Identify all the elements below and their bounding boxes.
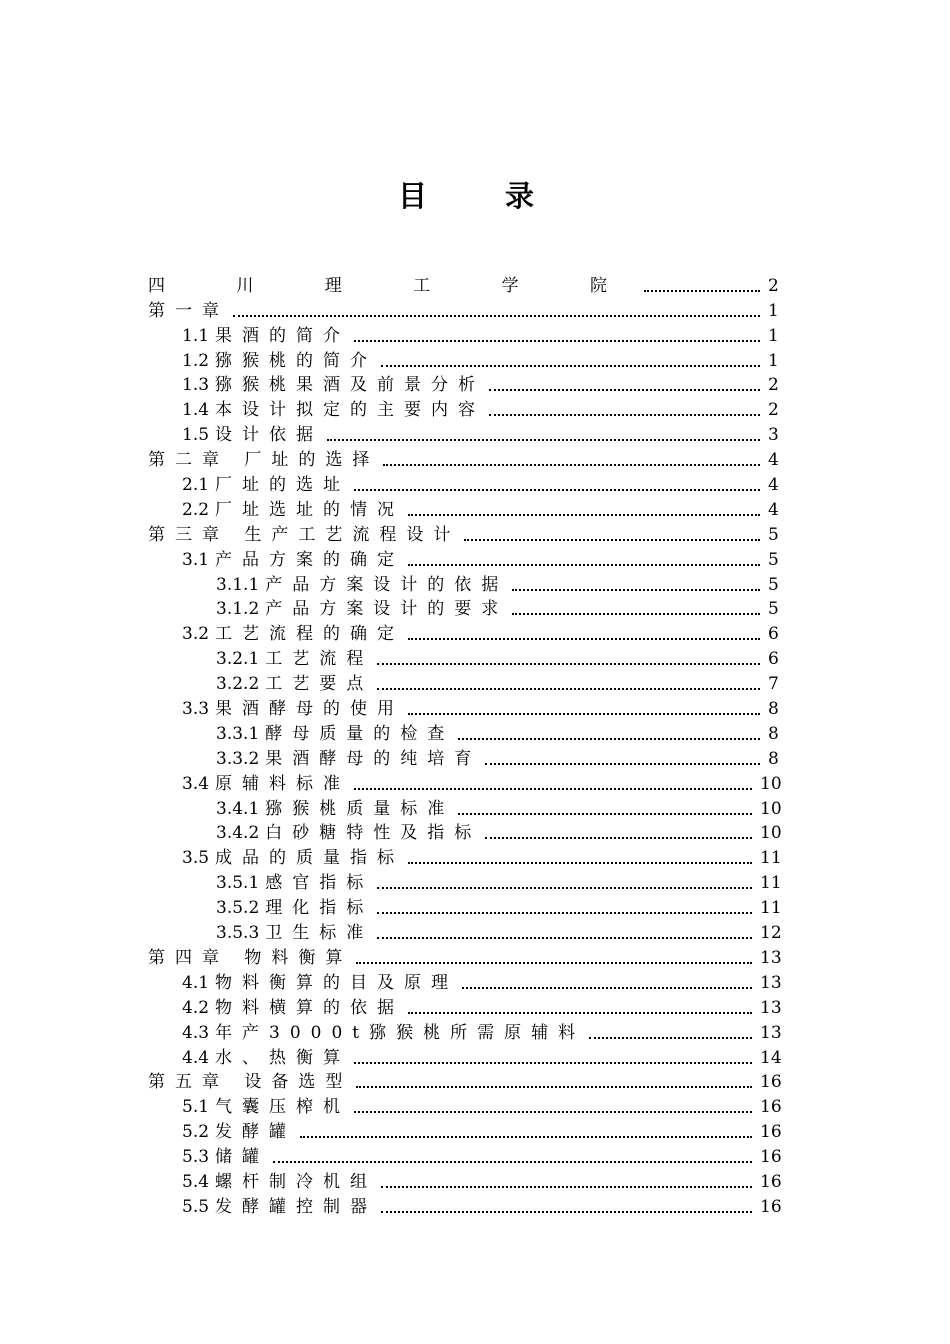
toc-entry[interactable] bbox=[148, 944, 798, 969]
toc-entry[interactable] bbox=[148, 1118, 798, 1143]
toc-entry[interactable] bbox=[148, 894, 798, 919]
toc-dot-leader bbox=[485, 837, 752, 839]
toc-entry-page: 2 bbox=[768, 275, 779, 296]
toc-entry-label: 设计依据 bbox=[215, 425, 324, 446]
toc-entry-label: 年产3000t猕猴桃所需原辅料 bbox=[215, 1022, 586, 1043]
toc-entry-label: 工艺流程的确定 bbox=[215, 624, 405, 645]
toc-entry-page: 4 bbox=[768, 475, 779, 496]
toc-entry-label: 物料横算的依据 bbox=[215, 997, 405, 1018]
toc-dot-leader bbox=[354, 340, 760, 342]
toc-entry-page: 1 bbox=[768, 300, 779, 321]
toc-entry-label: 酵母质量的检查 bbox=[265, 723, 455, 744]
toc-entry-page: 8 bbox=[768, 748, 779, 769]
toc-entry-page: 10 bbox=[760, 823, 782, 844]
table-of-contents bbox=[148, 272, 798, 1218]
toc-dot-leader bbox=[644, 290, 760, 292]
toc-dot-leader bbox=[356, 962, 752, 964]
toc-dot-leader bbox=[408, 638, 760, 640]
toc-entry-number: 4.1 bbox=[182, 972, 210, 993]
toc-entry-page: 8 bbox=[768, 723, 779, 744]
toc-entry-label: 猕猴桃果酒及前景分析 bbox=[215, 375, 486, 396]
toc-entry[interactable] bbox=[148, 1143, 798, 1168]
toc-entry-page: 10 bbox=[760, 773, 782, 794]
toc-entry-number: 3.4 bbox=[182, 773, 210, 794]
toc-entry-number: 3.4.2 bbox=[216, 823, 260, 844]
toc-entry-page: 11 bbox=[760, 873, 782, 894]
toc-entry-page: 16 bbox=[760, 1147, 782, 1168]
toc-entry-label: 第一章 bbox=[148, 300, 229, 321]
toc-entry-number: 5.1 bbox=[182, 1097, 210, 1118]
toc-entry-number: 5.3 bbox=[182, 1147, 210, 1168]
toc-entry[interactable] bbox=[148, 670, 798, 695]
toc-entry[interactable] bbox=[148, 421, 798, 446]
toc-dot-leader bbox=[327, 439, 760, 441]
toc-entry-page: 1 bbox=[768, 325, 779, 346]
toc-entry-number: 3.3.1 bbox=[216, 723, 260, 744]
toc-entry[interactable] bbox=[148, 919, 798, 944]
toc-dot-leader bbox=[377, 688, 760, 690]
toc-entry-page: 13 bbox=[760, 997, 782, 1018]
toc-dot-leader bbox=[489, 414, 760, 416]
toc-entry[interactable] bbox=[148, 645, 798, 670]
toc-entry-page: 7 bbox=[768, 674, 779, 695]
toc-entry[interactable] bbox=[148, 620, 798, 645]
toc-dot-leader bbox=[233, 315, 760, 317]
toc-entry-label: 发酵罐控制器 bbox=[215, 1196, 378, 1217]
toc-entry[interactable] bbox=[148, 695, 798, 720]
toc-entry[interactable] bbox=[148, 347, 798, 372]
toc-dot-leader bbox=[354, 1062, 752, 1064]
toc-entry[interactable] bbox=[148, 546, 798, 571]
toc-entry-page: 16 bbox=[760, 1097, 782, 1118]
page-title: 目 录 bbox=[397, 179, 569, 213]
toc-entry-page: 1 bbox=[768, 350, 779, 371]
toc-entry-label: 螺杆制冷机组 bbox=[215, 1171, 378, 1192]
toc-entry[interactable] bbox=[148, 720, 798, 745]
toc-entry-label: 第四章 物料衡算 bbox=[148, 947, 353, 968]
toc-entry[interactable] bbox=[148, 521, 798, 546]
toc-entry-number: 1.5 bbox=[182, 425, 210, 446]
toc-entry[interactable] bbox=[148, 596, 798, 621]
toc-entry-page: 14 bbox=[760, 1047, 782, 1068]
toc-entry-number: 3.2.1 bbox=[216, 649, 260, 670]
toc-entry-page: 11 bbox=[760, 848, 782, 869]
toc-entry-page: 2 bbox=[768, 375, 779, 396]
toc-entry-number: 2.2 bbox=[182, 499, 210, 520]
toc-entry-page: 13 bbox=[760, 947, 782, 968]
toc-entry-label: 工艺流程 bbox=[265, 649, 374, 670]
toc-dot-leader bbox=[377, 937, 752, 939]
toc-entry[interactable] bbox=[148, 869, 798, 894]
toc-entry[interactable] bbox=[148, 297, 798, 322]
toc-entry-number: 1.2 bbox=[182, 350, 210, 371]
toc-dot-leader bbox=[377, 887, 752, 889]
toc-entry-label: 气囊压榨机 bbox=[215, 1097, 351, 1118]
toc-entry[interactable] bbox=[148, 446, 798, 471]
toc-entry-page: 8 bbox=[768, 699, 779, 720]
toc-entry-label: 发酵罐 bbox=[215, 1122, 297, 1143]
toc-entry-page: 16 bbox=[760, 1171, 782, 1192]
toc-entry[interactable] bbox=[148, 496, 798, 521]
toc-entry-label: 果酒的简介 bbox=[215, 325, 351, 346]
toc-entry-page: 2 bbox=[768, 400, 779, 421]
toc-entry-number: 3.5.1 bbox=[216, 873, 260, 894]
toc-dot-leader bbox=[377, 912, 752, 914]
toc-entry-number: 3.4.1 bbox=[216, 798, 260, 819]
toc-entry-label: 储罐 bbox=[215, 1147, 270, 1168]
toc-entry-number: 3.5.3 bbox=[216, 923, 260, 944]
toc-entry-page: 13 bbox=[760, 1022, 782, 1043]
toc-dot-leader bbox=[273, 1161, 752, 1163]
toc-entry-label: 白砂糖特性及指标 bbox=[265, 823, 482, 844]
toc-entry-number: 3.3.2 bbox=[216, 748, 260, 769]
toc-entry-number: 3.2.2 bbox=[216, 674, 260, 695]
toc-entry-label: 卫生标准 bbox=[265, 923, 374, 944]
toc-entry-label: 果酒酵母的使用 bbox=[215, 699, 405, 720]
toc-entry-label: 物料衡算的目及原理 bbox=[215, 972, 459, 993]
toc-dot-leader bbox=[464, 539, 760, 541]
toc-entry-label: 产品方案设计的要求 bbox=[265, 599, 509, 620]
toc-dot-leader bbox=[489, 389, 760, 391]
toc-dot-leader bbox=[354, 788, 752, 790]
toc-entry-number: 1.4 bbox=[182, 400, 210, 421]
toc-entry[interactable] bbox=[148, 820, 798, 845]
toc-entry[interactable] bbox=[148, 1193, 798, 1218]
toc-entry-page: 6 bbox=[768, 649, 779, 670]
toc-entry-page: 6 bbox=[768, 624, 779, 645]
toc-dot-leader bbox=[354, 1111, 752, 1113]
toc-entry-number: 3.5.2 bbox=[216, 898, 260, 919]
toc-entry-number: 4.3 bbox=[182, 1022, 210, 1043]
toc-entry[interactable] bbox=[148, 1044, 798, 1069]
toc-entry-number: 3.1.1 bbox=[216, 574, 260, 595]
toc-entry-label: 水、热衡算 bbox=[215, 1047, 351, 1068]
toc-entry-number: 5.2 bbox=[182, 1122, 210, 1143]
toc-entry[interactable] bbox=[148, 1019, 798, 1044]
toc-entry[interactable] bbox=[148, 396, 798, 421]
toc-entry-label: 本设计拟定的主要内容 bbox=[215, 400, 486, 421]
toc-entry-label: 第五章 设备选型 bbox=[148, 1072, 353, 1093]
toc-dot-leader bbox=[589, 1037, 752, 1039]
toc-entry-number: 4.4 bbox=[182, 1047, 210, 1068]
toc-entry-page: 5 bbox=[768, 549, 779, 570]
toc-entry-number: 3.2 bbox=[182, 624, 210, 645]
toc-dot-leader bbox=[381, 1211, 752, 1213]
toc-entry-page: 5 bbox=[768, 599, 779, 620]
toc-dot-leader bbox=[381, 365, 760, 367]
toc-entry[interactable] bbox=[148, 795, 798, 820]
toc-entry-number: 1.1 bbox=[182, 325, 210, 346]
toc-entry[interactable] bbox=[148, 272, 798, 297]
toc-dot-leader bbox=[512, 589, 760, 591]
toc-dot-leader bbox=[383, 464, 760, 466]
toc-entry-page: 16 bbox=[760, 1072, 782, 1093]
toc-entry[interactable] bbox=[148, 1069, 798, 1094]
toc-dot-leader bbox=[485, 763, 760, 765]
toc-entry-page: 16 bbox=[760, 1122, 782, 1143]
toc-entry[interactable] bbox=[148, 1093, 798, 1118]
toc-entry[interactable] bbox=[148, 571, 798, 596]
toc-dot-leader bbox=[512, 613, 760, 615]
toc-entry-label: 四 川 理 工 学 院 bbox=[148, 275, 641, 296]
toc-entry-label: 工艺要点 bbox=[265, 674, 374, 695]
toc-dot-leader bbox=[354, 489, 760, 491]
toc-entry[interactable] bbox=[148, 745, 798, 770]
toc-entry-label: 猕猴桃质量标准 bbox=[265, 798, 455, 819]
toc-dot-leader bbox=[381, 1186, 752, 1188]
toc-entry-label: 感官指标 bbox=[265, 873, 374, 894]
toc-entry-number: 3.1 bbox=[182, 549, 210, 570]
toc-entry-label: 猕猴桃的简介 bbox=[215, 350, 378, 371]
toc-entry-page: 12 bbox=[760, 923, 782, 944]
toc-entry-label: 产品方案的确定 bbox=[215, 549, 405, 570]
toc-entry-page: 13 bbox=[760, 972, 782, 993]
toc-entry-label: 果酒酵母的纯培育 bbox=[265, 748, 482, 769]
toc-entry-number: 3.5 bbox=[182, 848, 210, 869]
toc-entry-number: 2.1 bbox=[182, 475, 210, 496]
toc-entry-page: 11 bbox=[760, 898, 782, 919]
toc-dot-leader bbox=[300, 1136, 752, 1138]
toc-dot-leader bbox=[408, 713, 760, 715]
toc-dot-leader bbox=[377, 663, 760, 665]
toc-entry-number: 1.3 bbox=[182, 375, 210, 396]
toc-entry-number: 5.5 bbox=[182, 1196, 210, 1217]
toc-dot-leader bbox=[458, 813, 752, 815]
toc-entry-page: 10 bbox=[760, 798, 782, 819]
toc-dot-leader bbox=[356, 1086, 752, 1088]
toc-entry-label: 理化指标 bbox=[265, 898, 374, 919]
toc-entry[interactable] bbox=[148, 994, 798, 1019]
toc-entry-page: 16 bbox=[760, 1196, 782, 1217]
toc-entry-number: 4.2 bbox=[182, 997, 210, 1018]
toc-entry[interactable] bbox=[148, 969, 798, 994]
toc-dot-leader bbox=[462, 987, 752, 989]
toc-entry-page: 4 bbox=[768, 450, 779, 471]
toc-entry[interactable] bbox=[148, 770, 798, 795]
toc-entry-page: 3 bbox=[768, 425, 779, 446]
toc-entry[interactable] bbox=[148, 471, 798, 496]
toc-entry-label: 产品方案设计的依据 bbox=[265, 574, 509, 595]
toc-entry-page: 5 bbox=[768, 524, 779, 545]
toc-entry[interactable] bbox=[148, 844, 798, 869]
toc-entry-label: 第三章 生产工艺流程设计 bbox=[148, 524, 461, 545]
toc-dot-leader bbox=[408, 1012, 752, 1014]
toc-entry-label: 原辅料标准 bbox=[215, 773, 351, 794]
toc-dot-leader bbox=[408, 564, 760, 566]
toc-entry-page: 5 bbox=[768, 574, 779, 595]
toc-entry[interactable] bbox=[148, 1168, 798, 1193]
toc-dot-leader bbox=[458, 738, 760, 740]
toc-dot-leader bbox=[408, 514, 760, 516]
toc-entry-number: 3.3 bbox=[182, 699, 210, 720]
toc-entry[interactable] bbox=[148, 322, 798, 347]
toc-entry-number: 5.4 bbox=[182, 1171, 210, 1192]
toc-entry-label: 成品的质量指标 bbox=[215, 848, 405, 869]
toc-entry-page: 4 bbox=[768, 499, 779, 520]
toc-entry[interactable] bbox=[148, 372, 798, 397]
toc-entry-number: 3.1.2 bbox=[216, 599, 260, 620]
toc-dot-leader bbox=[408, 862, 752, 864]
toc-entry-label: 厂址的选址 bbox=[215, 475, 351, 496]
toc-entry-label: 第二章 厂址的选择 bbox=[148, 450, 380, 471]
toc-entry-label: 厂址选址的情况 bbox=[215, 499, 405, 520]
